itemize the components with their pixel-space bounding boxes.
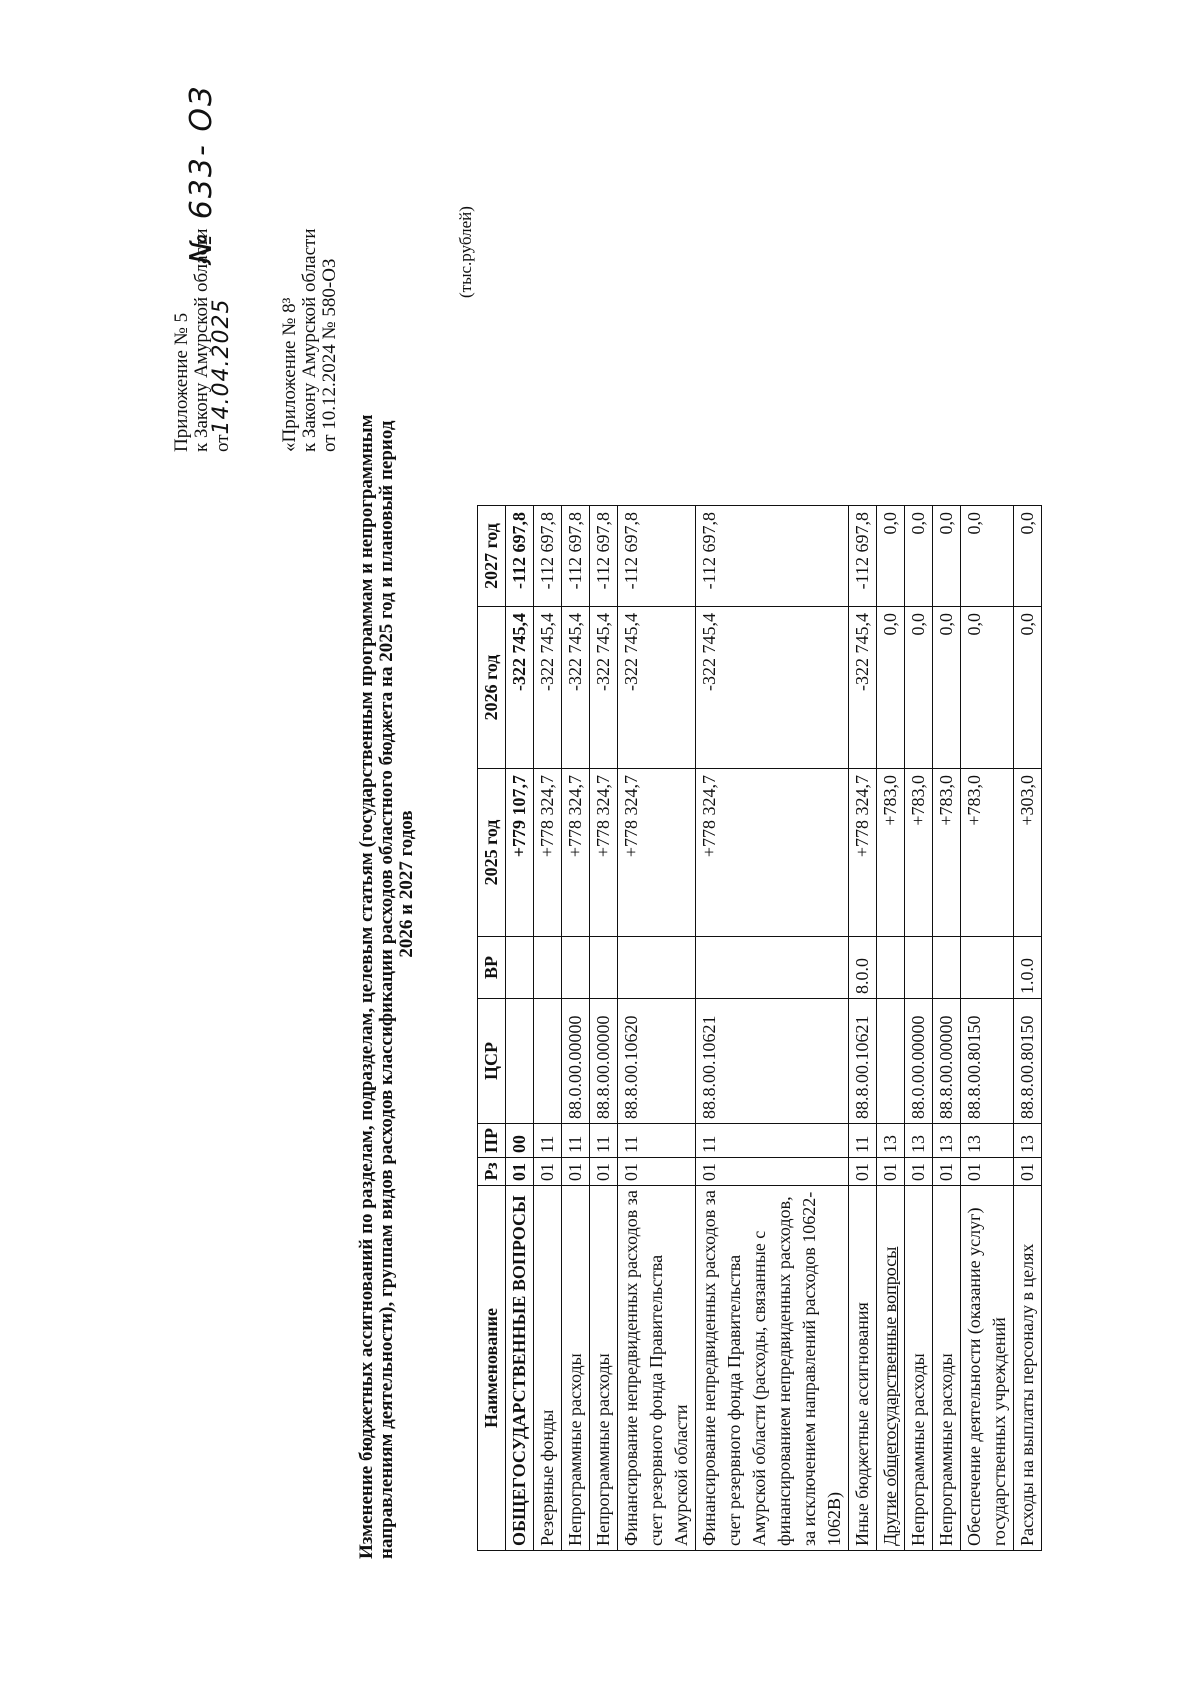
cell-2027: 0,0 bbox=[877, 506, 905, 607]
cell-csr: 88.0.00.00000 bbox=[905, 999, 933, 1124]
cell-csr: 88.8.00.10620 bbox=[618, 999, 696, 1124]
cell-2027: 0,0 bbox=[961, 506, 1014, 607]
table-row bbox=[905, 506, 933, 1551]
cell-2027: -112 697,8 bbox=[534, 506, 562, 607]
table-row bbox=[1014, 506, 1042, 1551]
cell-2027: 0,0 bbox=[905, 506, 933, 607]
cell-vr bbox=[933, 937, 961, 999]
row-name: ОБЩЕГОСУДАРСТВЕННЫЕ ВОПРОСЫ bbox=[506, 1186, 534, 1551]
cell-pr: 13 bbox=[933, 1124, 961, 1158]
budget-table bbox=[477, 505, 1042, 1551]
cell-2027: -112 697,8 bbox=[562, 506, 590, 607]
column-header: ЦСР bbox=[478, 999, 506, 1124]
cell-vr bbox=[562, 937, 590, 999]
cell-rz: 01 bbox=[696, 1158, 849, 1186]
table-row bbox=[506, 506, 534, 1551]
table-header-row bbox=[478, 506, 506, 1551]
cell-vr bbox=[534, 937, 562, 999]
cell-pr: 13 bbox=[877, 1124, 905, 1158]
column-header: 2027 год bbox=[478, 506, 506, 607]
appendix-line: от14.04.2025 bbox=[209, 298, 234, 452]
cell-2027: 0,0 bbox=[1014, 506, 1042, 607]
cell-rz: 01 bbox=[849, 1158, 877, 1186]
cell-csr: 88.8.00.00000 bbox=[933, 999, 961, 1124]
cell-rz: 01 bbox=[618, 1158, 696, 1186]
cell-2025: +783,0 bbox=[933, 769, 961, 937]
cell-2025: +778 324,7 bbox=[534, 769, 562, 937]
row-name: Другие общегосударственные вопросы bbox=[877, 1186, 905, 1551]
cell-pr: 11 bbox=[696, 1124, 849, 1158]
cell-2027: -112 697,8 bbox=[696, 506, 849, 607]
cell-vr bbox=[905, 937, 933, 999]
cell-2027: -112 697,8 bbox=[590, 506, 618, 607]
handwritten-law-number: № 633- ОЗ bbox=[184, 84, 219, 264]
cell-2025: +778 324,7 bbox=[849, 769, 877, 937]
table-row bbox=[961, 506, 1014, 1551]
reference-header bbox=[280, 229, 340, 453]
cell-2026: 0,0 bbox=[905, 607, 933, 769]
column-header: Рз bbox=[478, 1158, 506, 1186]
cell-vr bbox=[506, 937, 534, 999]
table-row bbox=[933, 506, 961, 1551]
cell-rz: 01 bbox=[562, 1158, 590, 1186]
cell-2025: +778 324,7 bbox=[562, 769, 590, 937]
table-row bbox=[590, 506, 618, 1551]
cell-csr: 88.8.00.80150 bbox=[961, 999, 1014, 1124]
cell-2027: -112 697,8 bbox=[618, 506, 696, 607]
cell-csr bbox=[534, 999, 562, 1124]
cell-2025: +779 107,7 bbox=[506, 769, 534, 937]
cell-rz: 01 bbox=[877, 1158, 905, 1186]
document-title bbox=[357, 209, 417, 1559]
cell-pr: 11 bbox=[534, 1124, 562, 1158]
column-header: Наименование bbox=[478, 1186, 506, 1551]
cell-2025: +778 324,7 bbox=[696, 769, 849, 937]
table-row bbox=[562, 506, 590, 1551]
cell-2027: 0,0 bbox=[933, 506, 961, 607]
row-name: Обеспечение деятельности (оказание услуг) государственных учреждений bbox=[961, 1186, 1014, 1551]
handwritten-date: 14.04.2025 bbox=[209, 298, 234, 435]
title-line: Изменение бюджетных ассигнований по разделам, подразделам, целевым статьям (государственным программам и непрограммным bbox=[356, 414, 377, 1559]
title-line: направлениям деятельности), группам видов расходов классификации расходов областного бюджета на 2025 год и плановый период bbox=[376, 420, 397, 1559]
cell-2025: +778 324,7 bbox=[590, 769, 618, 937]
cell-2026: -322 745,4 bbox=[696, 607, 849, 769]
cell-rz: 01 bbox=[534, 1158, 562, 1186]
cell-rz: 01 bbox=[905, 1158, 933, 1186]
cell-csr: 88.8.00.10621 bbox=[849, 999, 877, 1124]
table-row bbox=[534, 506, 562, 1551]
cell-pr: 11 bbox=[849, 1124, 877, 1158]
row-name: Расходы на выплаты персоналу в целях bbox=[1014, 1186, 1042, 1551]
cell-2026: 0,0 bbox=[933, 607, 961, 769]
reference-line: «Приложение № 8³ bbox=[279, 297, 300, 452]
title-line: 2026 и 2027 годов bbox=[396, 810, 417, 958]
cell-rz: 01 bbox=[506, 1158, 534, 1186]
cell-2026: 0,0 bbox=[961, 607, 1014, 769]
cell-2026: -322 745,4 bbox=[506, 607, 534, 769]
cell-vr: 8.0.0 bbox=[849, 937, 877, 999]
row-name: Непрограммные расходы bbox=[905, 1186, 933, 1551]
cell-2025: +303,0 bbox=[1014, 769, 1042, 937]
column-header: 2025 год bbox=[478, 769, 506, 937]
cell-vr bbox=[877, 937, 905, 999]
units-label: (тыс.рублей) bbox=[456, 206, 475, 298]
column-header: 2026 год bbox=[478, 607, 506, 769]
cell-pr: 11 bbox=[590, 1124, 618, 1158]
table-row bbox=[618, 506, 696, 1551]
cell-2026: -322 745,4 bbox=[618, 607, 696, 769]
table-row bbox=[849, 506, 877, 1551]
cell-vr bbox=[590, 937, 618, 999]
cell-2026: -322 745,4 bbox=[562, 607, 590, 769]
cell-vr bbox=[618, 937, 696, 999]
cell-2026: -322 745,4 bbox=[590, 607, 618, 769]
row-name: Финансирование непредвиденных расходов за счет резервного фонда Правительства Амурской области (расходы, связанные с финансированием непредвиденных расходов, за исключением направлений расходов 10622-1062В) bbox=[696, 1186, 849, 1551]
table-row bbox=[877, 506, 905, 1551]
cell-rz: 01 bbox=[961, 1158, 1014, 1186]
reference-line: к Закону Амурской области bbox=[299, 228, 320, 452]
cell-vr bbox=[961, 937, 1014, 999]
cell-pr: 13 bbox=[905, 1124, 933, 1158]
cell-2025: +783,0 bbox=[905, 769, 933, 937]
cell-2026: -322 745,4 bbox=[849, 607, 877, 769]
row-name: Непрограммные расходы bbox=[590, 1186, 618, 1551]
reference-line: от 10.12.2024 № 580-ОЗ bbox=[319, 258, 340, 452]
cell-pr: 13 bbox=[961, 1124, 1014, 1158]
column-header: ВР bbox=[478, 937, 506, 999]
cell-2025: +778 324,7 bbox=[618, 769, 696, 937]
row-name: Непрограммные расходы bbox=[933, 1186, 961, 1551]
cell-2026: 0,0 bbox=[1014, 607, 1042, 769]
appendix-line: к Закону Амурской области bbox=[191, 228, 212, 452]
cell-rz: 01 bbox=[590, 1158, 618, 1186]
row-name: Резервные фонды bbox=[534, 1186, 562, 1551]
cell-rz: 01 bbox=[1014, 1158, 1042, 1186]
cell-2026: -322 745,4 bbox=[534, 607, 562, 769]
cell-2027: -112 697,8 bbox=[506, 506, 534, 607]
cell-pr: 11 bbox=[562, 1124, 590, 1158]
cell-vr: 1.0.0 bbox=[1014, 937, 1042, 999]
cell-pr: 00 bbox=[506, 1124, 534, 1158]
row-name: Финансирование непредвиденных расходов за счет резервного фонда Правительства Амурской области bbox=[618, 1186, 696, 1551]
cell-csr: 88.8.00.80150 bbox=[1014, 999, 1042, 1124]
cell-rz: 01 bbox=[933, 1158, 961, 1186]
cell-csr: 88.0.00.00000 bbox=[562, 999, 590, 1124]
cell-csr bbox=[877, 999, 905, 1124]
column-header: ПР bbox=[478, 1124, 506, 1158]
cell-pr: 11 bbox=[618, 1124, 696, 1158]
row-name: Иные бюджетные ассигнования bbox=[849, 1186, 877, 1551]
appendix-line: Приложение № 5 bbox=[171, 312, 192, 452]
cell-csr bbox=[506, 999, 534, 1124]
cell-2027: -112 697,8 bbox=[849, 506, 877, 607]
cell-2025: +783,0 bbox=[961, 769, 1014, 937]
table-row bbox=[696, 506, 849, 1551]
cell-2025: +783,0 bbox=[877, 769, 905, 937]
cell-vr bbox=[696, 937, 849, 999]
cell-csr: 88.8.00.00000 bbox=[590, 999, 618, 1124]
cell-csr: 88.8.00.10621 bbox=[696, 999, 849, 1124]
cell-2026: 0,0 bbox=[877, 607, 905, 769]
cell-pr: 13 bbox=[1014, 1124, 1042, 1158]
row-name: Непрограммные расходы bbox=[562, 1186, 590, 1551]
